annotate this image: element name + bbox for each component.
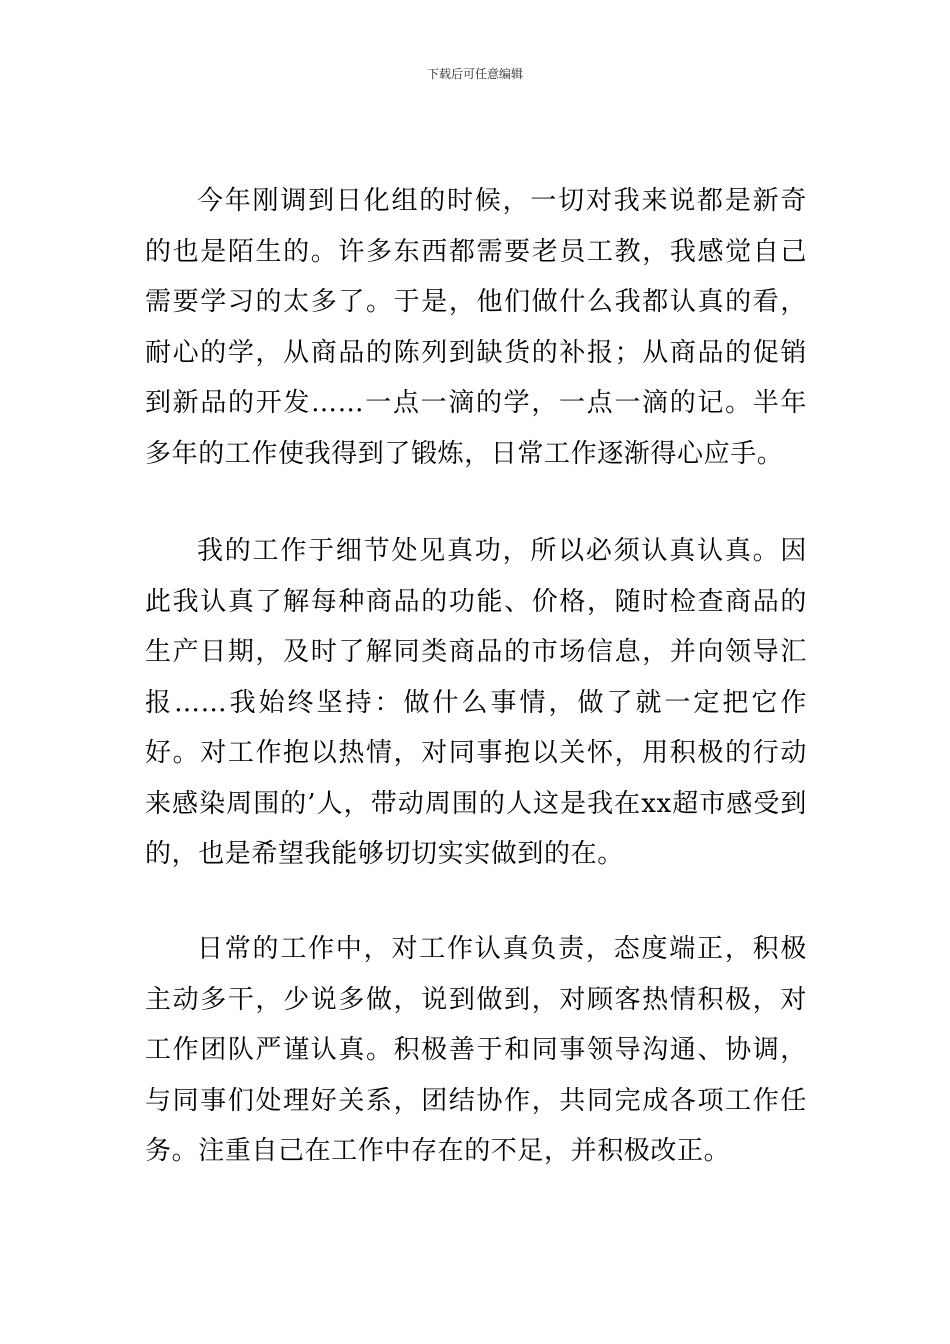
page-header-note: 下载后可任意编辑 [426,67,523,81]
paragraph-1: 今年刚调到日化组的时候，一切对我来说都是新奇的也是陌生的。许多东西都需要老员工教，我感觉自己需要学习的太多了。于是，他们做什么我都认真的看，耐心的学，从商品的陈列到缺货的补报；从商品的促销到新品的开发……一点一滴的学，一点一滴的记。半年多年的工作使我得到了锻炼，日常工作逐渐得心应手。 [145,186,807,469]
paragraph-2: 我的工作于细节处见真功，所以必须认真认真。因此我认真了解每种商品的功能、价格，随时检查商品的生产日期，及时了解同类商品的市场信息，并向领导汇报……我始终坚持：做什么事情，做了就一定把它作好。对工作抱以热情，对同事抱以关怀，用积极的行动来感染周围的’人，带动周围的人这是我在xx超市感受到的，也是希望我能够切切实实做到的在。 [145,536,807,869]
paragraph-3: 日常的工作中，对工作认真负责，态度端正，积极主动多干，少说多做，说到做到，对顾客热情积极，对工作团队严谨认真。积极善于和同事领导沟通、协调，与同事们处理好关系，团结协作，共同完成各项工作任务。注重自己在工作中存在的不足，并积极改正。 [145,934,807,1166]
